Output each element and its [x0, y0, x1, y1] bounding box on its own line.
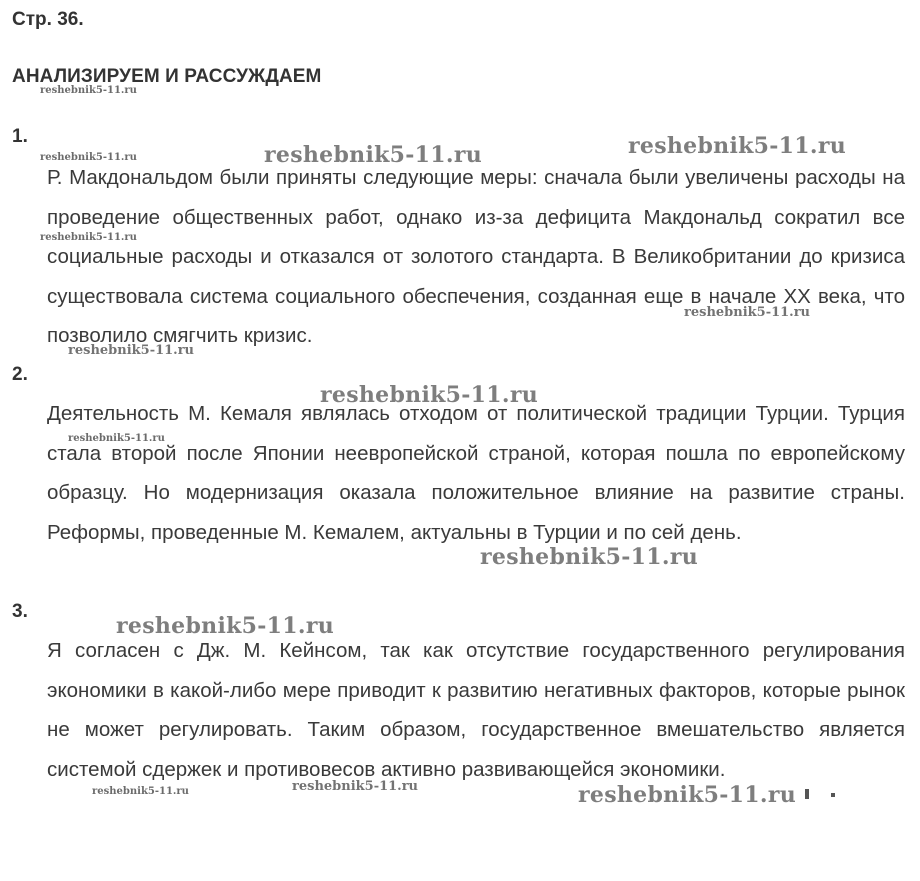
watermark-text: reshebnik5-11.ru [68, 433, 165, 444]
watermark-text: reshebnik5-11.ru [628, 133, 847, 159]
watermark-text: reshebnik5-11.ru [684, 305, 811, 320]
watermark-text: reshebnik5-11.ru [92, 786, 189, 797]
watermark-text: reshebnik5-11.ru [578, 782, 797, 808]
watermark-text: reshebnik5-11.ru [480, 544, 699, 570]
section-title: АНАЛИЗИРУЕМ И РАССУЖДАЕМ [12, 66, 322, 87]
item-number-3: 3. [12, 601, 28, 622]
watermark-text: reshebnik5-11.ru [40, 152, 137, 163]
watermark-text: reshebnik5-11.ru [116, 613, 335, 639]
scan-artifact [805, 789, 809, 799]
watermark-text: reshebnik5-11.ru [40, 85, 137, 96]
item-number-2: 2. [12, 364, 28, 385]
watermark-text: reshebnik5-11.ru [40, 232, 137, 243]
scan-artifact [831, 793, 835, 797]
watermark-text: reshebnik5-11.ru [320, 382, 539, 408]
watermark-text: reshebnik5-11.ru [68, 343, 195, 358]
watermark-text: reshebnik5-11.ru [292, 779, 419, 794]
item-text-1: Р. Макдональдом были приняты следующие меры: сначала были увеличены расходы на проведение общественных работ, однако из-за дефицита Макдональд сократил все социальные расходы и отказался от золотого стандарта. В Великобритании до кризиса существовала система социального обеспечения, созданная еще в начале XX века, что позволило смягчить кризис. [47, 166, 905, 347]
item-number-1: 1. [12, 126, 28, 147]
page-number: Стр. 36. [12, 9, 84, 30]
watermark-text: reshebnik5-11.ru [264, 142, 483, 168]
item-text-2: Деятельность М. Кемаля являлась отходом от политической традиции Турции. Турция стала второй после Японии неевропейской страной, которая пошла по европейскому образцу. Но модернизация оказала положительное влияние на развитие страны. Реформы, проведенные М. Кемалем, актуальны в Турции и по сей день. [47, 402, 905, 544]
item-text-3: Я согласен с Дж. М. Кейнсом, так как отсутствие государственного регулирования экономики в какой-либо мере приводит к развитию негативных факторов, которые рынок не может регулировать. Таким образом, государственное вмешательство является системой сдержек и противовесов активно развивающейся экономики. [47, 639, 905, 781]
